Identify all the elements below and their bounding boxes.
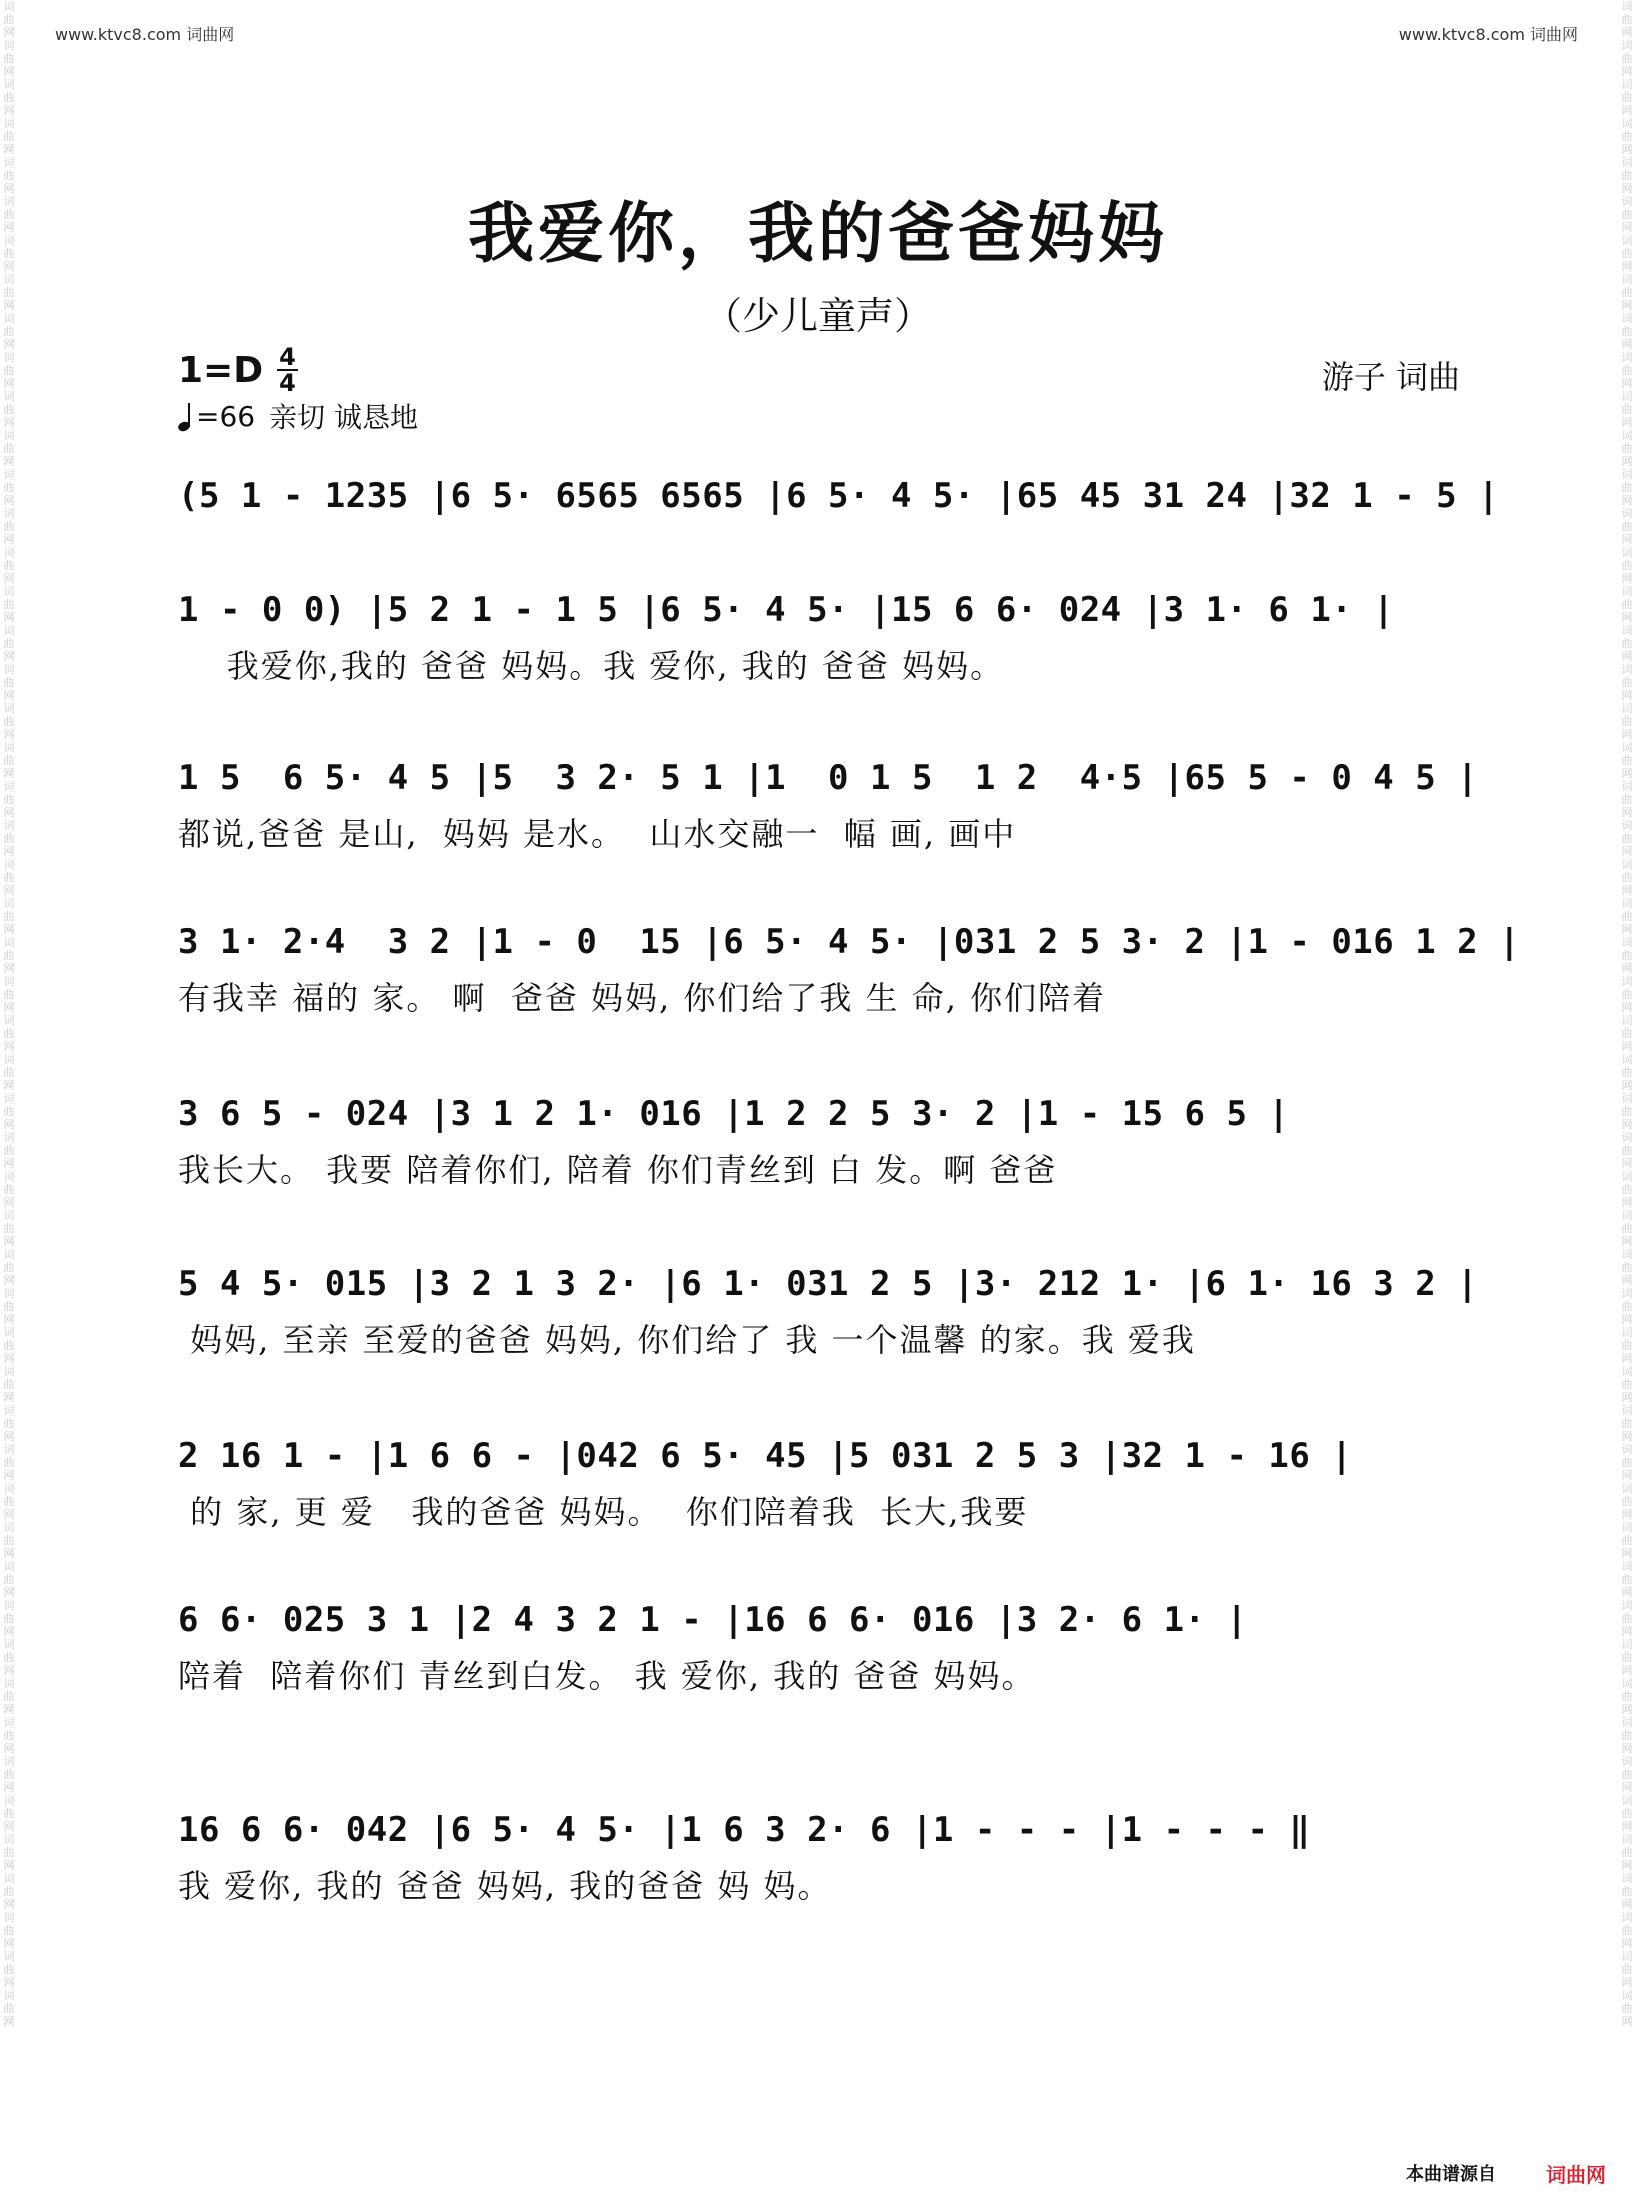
lyrics-line: 有我幸 福的 家。 啊 爸爸 妈妈, 你们给了我 生 命, 你们陪着: [178, 979, 1107, 1017]
notation-line: 16 6 6· 042 |6 5· 4 5· |1 6 3 2· 6 |1 - - - |1 - - - ‖: [178, 1810, 1311, 1850]
notation-line: 3 1· 2·4 3 2 |1 - 0 15 |6 5· 4 5· |031 2 5 3· 2 |1 - 016 1 2 |: [178, 922, 1521, 962]
header-site-right: www.ktvc8.com 词曲网: [1398, 25, 1578, 44]
score-row: [178, 474, 1500, 518]
watermark-strip-left: 词曲网词曲网词曲网词曲网词曲网词曲网词曲网词曲网词曲网词曲网词曲网词曲网词曲网词曲网词曲网词曲网词曲网词曲网词曲网词曲网词曲网词曲网词曲网词曲网词曲网词曲网词曲网词曲网词曲网词曲网词曲网词曲网词曲网词曲网词曲网词曲网词曲网词曲网词曲网词曲网词曲网词曲网词曲网词曲网词曲网词曲网词曲网词曲网词曲网词曲网词曲网词曲网: [3, 0, 15, 2028]
score-row: [178, 920, 1521, 1018]
score-row: [178, 1808, 1462, 1906]
score-row: [178, 1598, 1462, 1696]
key-label: 1=D: [178, 349, 264, 391]
lyrics-line: 的 家, 更 爱 我的爸爸 妈妈。 你们陪着我 长大,我要: [178, 1493, 1029, 1531]
time-signature: [277, 345, 298, 395]
credit: 游子 词曲: [1321, 358, 1460, 396]
notation-line: 5 4 5· 015 |3 2 1 3 2· |6 1· 031 2 5 |3· 212 1· |6 1· 16 3 2 |: [178, 1264, 1479, 1304]
score-row: [178, 1092, 1462, 1190]
notation-line: (5 1 - 1235 |6 5· 6565 6565 |6 5· 4 5· |65 45 31 24 |32 1 - 5 |: [178, 476, 1500, 516]
score-row: [178, 756, 1479, 854]
lyrics-line: 我长大。 我要 陪着你们, 陪着 你们青丝到 白 发。啊 爸爸: [178, 1151, 1058, 1189]
time-signature-top: 4: [279, 343, 296, 371]
song-title: 我爱你，我的爸爸妈妈: [468, 194, 1168, 272]
lyrics-line: 陪着 陪着你们 青丝到白发。 我 爱你, 我的 爸爸 妈妈。: [178, 1657, 1036, 1695]
score-row: [178, 1434, 1462, 1532]
lyrics-line: 我 爱你, 我的 爸爸 妈妈, 我的爸爸 妈 妈。: [178, 1867, 832, 1905]
score-row: [178, 1262, 1479, 1360]
lyrics-line: 妈妈, 至亲 至爱的爸爸 妈妈, 你们给了 我 一个温馨 的家。我 爱我: [178, 1321, 1196, 1359]
time-signature-bottom: 4: [279, 369, 296, 397]
quarter-note-icon: [178, 401, 192, 431]
notation-line: 3 6 5 - 024 |3 1 2 1· 016 |1 2 2 5 3· 2 |1 - 15 6 5 |: [178, 1094, 1290, 1134]
lyrics-line: 我爱你,我的 爸爸 妈妈。我 爱你, 我的 爸爸 妈妈。: [178, 647, 1005, 685]
footer-source: 本曲谱源自: [1406, 2164, 1496, 2185]
tempo-description: 亲切 诚恳地: [269, 401, 418, 434]
watermark-strip-right: 词曲网词曲网词曲网词曲网词曲网词曲网词曲网词曲网词曲网词曲网词曲网词曲网词曲网词曲网词曲网词曲网词曲网词曲网词曲网词曲网词曲网词曲网词曲网词曲网词曲网词曲网词曲网词曲网词曲网词曲网词曲网词曲网词曲网词曲网词曲网词曲网词曲网词曲网词曲网词曲网词曲网词曲网词曲网词曲网词曲网词曲网词曲网词曲网词曲网词曲网词曲网词曲网: [1621, 0, 1633, 2028]
key-signature: [178, 345, 298, 395]
song-subtitle: （少儿童声）: [703, 294, 932, 338]
tempo-value: =66: [196, 399, 256, 433]
score-row: [178, 588, 1462, 686]
notation-line: 1 - 0 0) |5 2 1 - 1 5 |6 5· 4 5· |15 6 6· 024 |3 1· 6 1· |: [178, 590, 1395, 630]
notation-line: 2 16 1 - |1 6 6 - |042 6 5· 45 |5 031 2 5 3 |32 1 - 16 |: [178, 1436, 1353, 1476]
notation-line: 1 5 6 5· 4 5 |5 3 2· 5 1 |1 0 1 5 1 2 4·5 |65 5 - 0 4 5 |: [178, 758, 1479, 798]
tempo-marking: [178, 396, 418, 436]
lyrics-line: 都说,爸爸 是山, 妈妈 是水。 山水交融一 幅 画, 画中: [178, 815, 1017, 853]
notation-line: 6 6· 025 3 1 |2 4 3 2 1 - |16 6 6· 016 |3 2· 6 1· |: [178, 1600, 1248, 1640]
header-site-left: www.ktvc8.com 词曲网: [55, 25, 235, 44]
footer-logo: 词曲网: [1546, 2163, 1606, 2187]
